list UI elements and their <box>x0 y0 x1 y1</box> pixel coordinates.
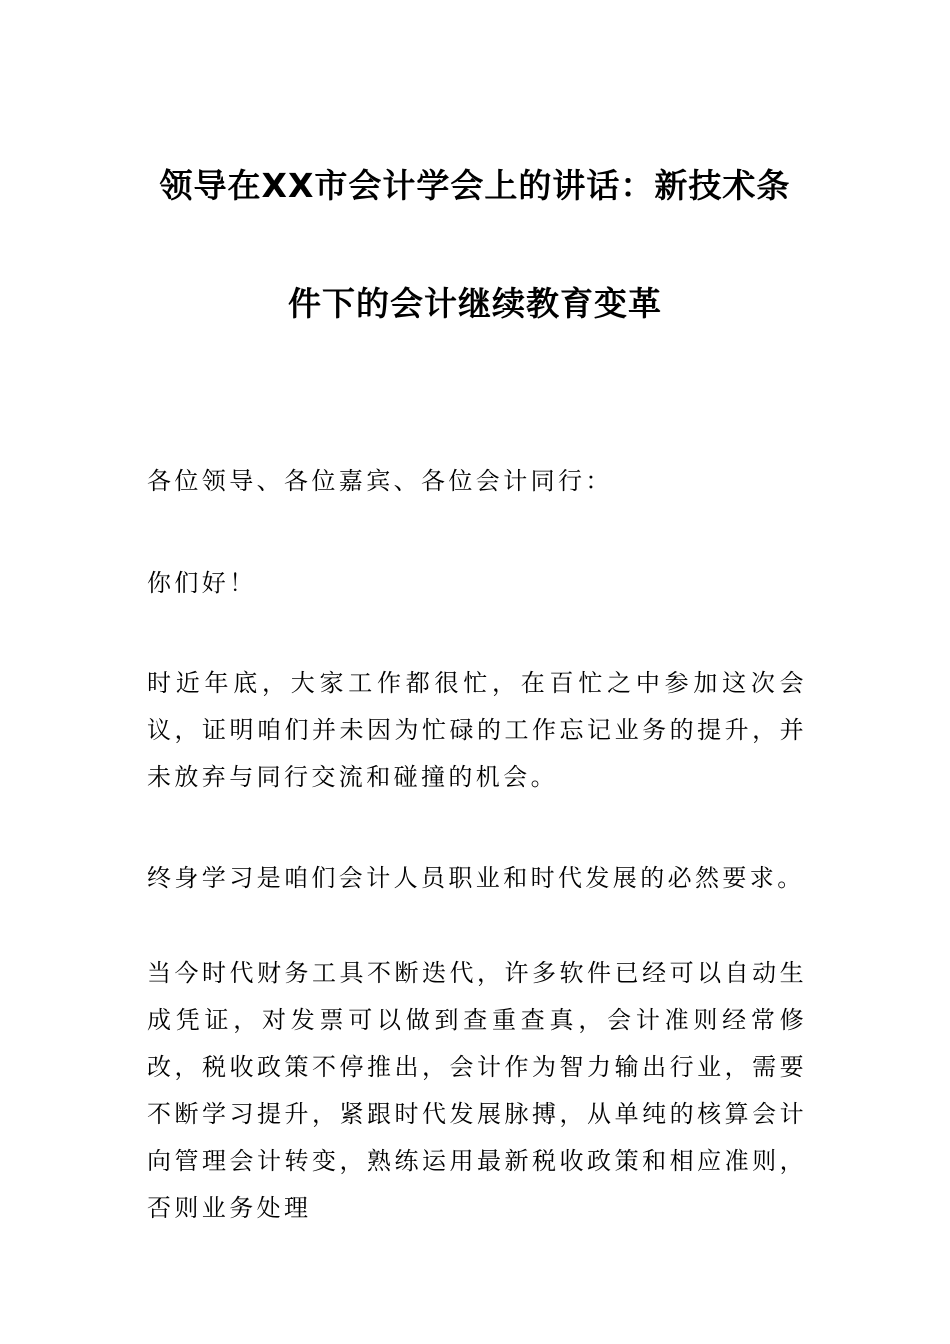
body-paragraph: 终身学习是咱们会计人员职业和时代发展的必然要求。 <box>147 864 805 892</box>
document-title-line-1: 领导在XX市会计学会上的讲话：新技术条 <box>159 166 791 205</box>
salutation-paragraph: 各位领导、各位嘉宾、各位会计同行： <box>147 467 613 495</box>
greeting-paragraph: 你们好！ <box>147 569 257 597</box>
body-paragraph: 当今时代财务工具不断迭代，许多软件已经可以自动生成凭证，对发票可以做到查重查真，会计准则经常修改，税收政策不停推出，会计作为智力输出行业，需要不断学习提升，紧跟时代发展脉搏，从单纯的核算会计向管理会计转变，熟练运用最新税收政策和相应准则，否则业务处理 <box>147 959 807 1222</box>
document-title-line-2: 件下的会计继续教育变革 <box>288 284 662 323</box>
body-paragraph: 时近年底，大家工作都很忙，在百忙之中参加这次会议，证明咱们并未因为忙碌的工作忘记业务的提升，并未放弃与同行交流和碰撞的机会。 <box>147 669 807 791</box>
